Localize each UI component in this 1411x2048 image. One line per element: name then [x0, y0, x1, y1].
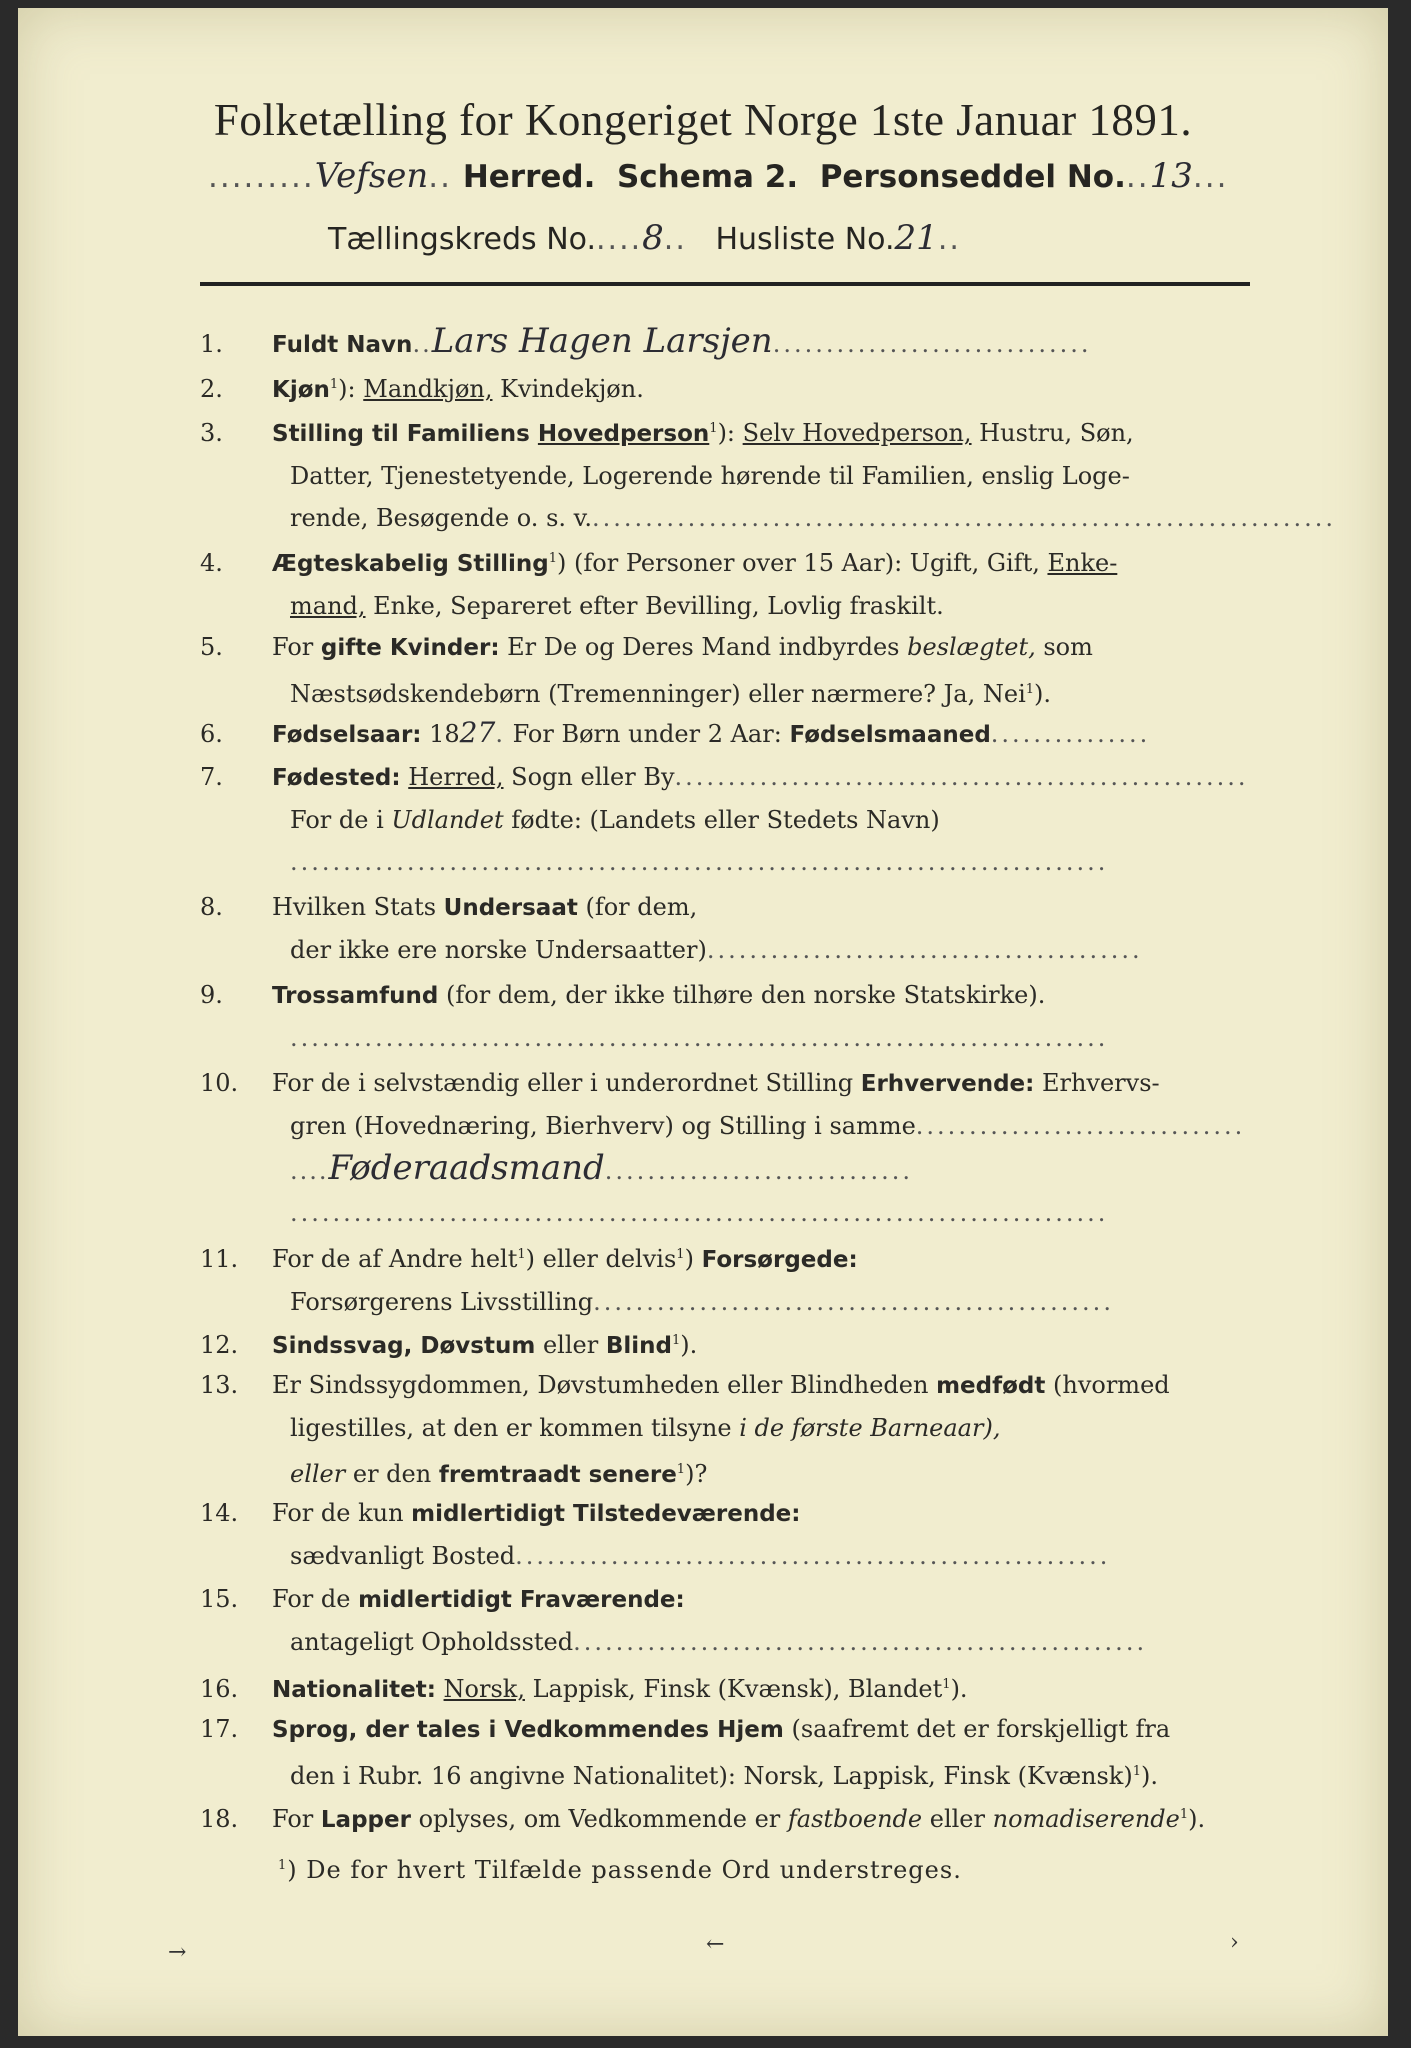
footnote-ref: 1: [548, 551, 558, 566]
item-number: 1.: [200, 330, 223, 358]
aegteskab-label: Ægteskabelig Stilling: [272, 551, 549, 577]
item-text: ).: [680, 1331, 698, 1359]
header-line-2: Tællingskreds No.....8.. Husliste No.21..: [328, 218, 961, 258]
fodselsaar-label: Fødselsaar:: [272, 722, 422, 748]
item-text: ).: [1188, 1805, 1206, 1833]
header-line-1: .........Vefsen.. Herred. Schema 2. Personseddel No...13...: [208, 156, 1229, 196]
item-text: er den: [345, 1460, 439, 1488]
item-text: ) eller delvis: [525, 1245, 677, 1273]
item-5: 5. For gifte Kvinder: Er De og Deres Mand indbyrdes beslægtet, som Næstsødskendebørn (Tremenninger) eller nærmere? Ja, Nei$^1$).: [200, 626, 1260, 715]
item-text: sædvanligt Bosted: [290, 1542, 516, 1570]
erhverv-value: Føderaadsmand: [328, 1148, 605, 1188]
item-text: nomadiserende: [992, 1805, 1180, 1833]
item-text: Forsørgerens Livsstilling: [290, 1288, 594, 1316]
item-number: 8.: [200, 893, 223, 921]
personseddel-value: 13: [1149, 156, 1193, 196]
item-text: Datter, Tjenestetyende, Logerende hørende til Familien, enslig Loge-: [290, 462, 1130, 490]
item-text: ligestilles, at den er kommen tilsyne: [290, 1414, 740, 1442]
item-text: ).: [1140, 1762, 1158, 1790]
stilling-selected: Selv Hovedperson,: [742, 419, 972, 447]
fodested-selected: Herred,: [408, 763, 504, 791]
item-16: [200, 1664, 1260, 1711]
fodselsaar-value: 27: [459, 716, 496, 749]
item-text: eller: [535, 1331, 606, 1359]
fravaerende-label: midlertidigt Fraværende:: [358, 1587, 685, 1613]
item-number: 18.: [200, 1805, 239, 1833]
item-text: ):: [717, 419, 743, 447]
item-text: For de i selvstændig eller i underordnet Stilling: [272, 1069, 861, 1097]
item-6: 6. Fødselsaar: 1827. For Børn under 2 Aar: Fødselsmaaned...............: [200, 712, 1260, 756]
margin-mark-left: →: [168, 1940, 187, 1965]
item-text: antageligt Opholdssted: [290, 1628, 574, 1656]
tellingskreds-label: Tællingskreds No.: [328, 222, 596, 257]
item-number: 2.: [200, 375, 223, 403]
hovedperson-label: Hovedperson: [537, 421, 710, 447]
footnote-ref: 1: [676, 1462, 686, 1477]
item-text: Hustru, Søn,: [971, 419, 1134, 447]
husliste-value: 21: [894, 218, 938, 258]
item-number: 3.: [200, 419, 223, 447]
item-text: i de første Barneaar),: [739, 1414, 1001, 1442]
item-number: 14.: [200, 1499, 239, 1527]
header-rule: [200, 282, 1250, 286]
item-text: Enke, Separeret efter Bevilling, Lovlig fraskilt.: [365, 592, 944, 620]
item-text: For: [272, 1805, 321, 1833]
footnote-marker: 1: [278, 1858, 288, 1873]
sprog-label: Sprog, der tales i Vedkommendes Hjem: [272, 1717, 784, 1743]
item-number: 17.: [200, 1715, 239, 1743]
footnote-ref: 1: [329, 377, 339, 392]
tilstedevaerende-label: midlertidigt Tilstedeværende:: [411, 1501, 801, 1527]
item-1: 1. Fuldt Navn..Lars Hagen Larsjen..............................: [200, 320, 1260, 366]
item-text: (for dem, der ikke tilhøre den norske Statskirke).: [438, 981, 1046, 1009]
footnote-text: ) De for hvert Tilfælde passende Ord understreges.: [287, 1856, 962, 1884]
nationalitet-label: Nationalitet:: [272, 1677, 436, 1703]
gifte-kvinder-label: gifte Kvinder:: [320, 635, 500, 661]
herred-value: Vefsen: [314, 156, 429, 196]
item-text: For: [272, 633, 321, 661]
item-text: ).: [950, 1675, 968, 1703]
item-text: Næstsødskendebørn (Tremenninger) eller nærmere? Ja, Nei: [290, 680, 1026, 708]
item-15: 15. For de midlertidigt Fraværende: antageligt Opholdssted......................................................: [200, 1578, 1260, 1663]
census-form-page: [18, 8, 1388, 2036]
medfodt-label: medfødt: [936, 1373, 1046, 1399]
item-text: Erhvervs-: [1034, 1069, 1160, 1097]
item-number: 6.: [200, 720, 223, 748]
footnote-ref: 1: [676, 1247, 685, 1262]
schema-label: Schema 2.: [616, 159, 799, 195]
item-9: 9. Trossamfund (for dem, der ikke tilhøre den norske Statskirke). .............................................................................: [200, 974, 1260, 1059]
item-number: 15.: [200, 1585, 239, 1613]
margin-mark-center: ←: [706, 1932, 725, 1957]
item-text: 18: [421, 720, 460, 748]
kjon-label: Kjøn: [272, 377, 330, 403]
stilling-label: Stilling til Familiens: [272, 421, 538, 447]
form-title: Folketælling for Kongeriget Norge 1ste Januar 1891.: [213, 95, 1193, 145]
husliste-label: Husliste No.: [715, 222, 895, 257]
item-10: 10. For de i selvstændig eller i underordnet Stilling Erhvervende: Erhvervs- gren (Hovednæring, Bierhverv) og Stilling i samme............................... ....Føderaadsmand............................. .............................................................................: [200, 1062, 1260, 1234]
item-number: 5.: [200, 633, 223, 661]
item-number: 7.: [200, 763, 223, 791]
footnote: [278, 1856, 962, 1884]
margin-mark-right: ›: [1230, 1930, 1239, 1955]
footnote-ref: 1: [1025, 682, 1035, 697]
personseddel-label: Personseddel No.: [819, 159, 1126, 195]
item-text: fødte: (Landets eller Stedets Navn): [503, 806, 940, 834]
forsorgede-label: Forsørgede:: [701, 1247, 858, 1273]
item-number: 11.: [200, 1245, 239, 1273]
item-text: Er De og Deres Mand indbyrdes: [499, 633, 908, 661]
item-text: rende, Besøgende o. s. v.: [290, 504, 592, 532]
item-text: For Børn under 2 Aar:: [504, 720, 790, 748]
item-3: 3. Stilling til Familiens Hovedperson$^1$): Selv Hovedperson, Hustru, Søn, Datter, Tjenestetyende, Logerende hørende til Familien, enslig Loge- rende, Besøgende o. s. v.......................................................................: [200, 408, 1260, 539]
herred-label: Herred.: [462, 159, 596, 195]
item-number: 10.: [200, 1069, 239, 1097]
footnote-ref: 1: [709, 421, 718, 436]
item-text: For de i: [290, 806, 392, 834]
undersaat-label: Undersaat: [443, 895, 578, 921]
item-18: [200, 1794, 1260, 1841]
item-4: [200, 538, 1260, 627]
fuldt-navn-value: Lars Hagen Larsjen: [431, 321, 773, 361]
item-text: (saafremt det er forskjelligt fra: [783, 1715, 1171, 1743]
item-text: ) (for Personer over 15 Aar): Ugift, Gift,: [557, 549, 1048, 577]
footnote-ref: 1: [671, 1333, 681, 1348]
trossamfund-label: Trossamfund: [272, 983, 439, 1009]
blind-label: Blind: [605, 1333, 672, 1359]
item-13: [200, 1364, 1260, 1496]
footnote-ref: 1: [1179, 1807, 1189, 1822]
fremtraadt-label: fremtraadt senere: [438, 1462, 677, 1488]
item-text: fastboende: [787, 1805, 923, 1833]
item-text: beslægtet,: [907, 633, 1036, 661]
sindssvag-label: Sindssvag, Døvstum: [272, 1333, 536, 1359]
item-number: 9.: [200, 981, 223, 1009]
tellingskreds-value: 8: [642, 218, 664, 258]
aegteskab-selected: Enke-: [1047, 549, 1118, 577]
item-text: Udlandet: [391, 806, 504, 834]
item-12: [200, 1320, 1260, 1367]
item-8: 8. Hvilken Stats Undersaat (for dem, der ikke ere norske Undersaatter).........................................: [200, 886, 1260, 971]
footnote-ref: 1: [942, 1677, 951, 1692]
aegteskab-selected-cont: mand,: [290, 592, 366, 620]
footnote-ref: 1: [517, 1247, 526, 1262]
item-text: som: [1035, 633, 1093, 661]
item-text: (hvormed: [1045, 1371, 1170, 1399]
item-14: 14. For de kun midlertidigt Tilstedeværende: sædvanligt Bosted........................................................: [200, 1492, 1260, 1577]
item-text: For de: [272, 1585, 359, 1613]
item-text: Er Sindssygdommen, Døvstumheden eller Blindheden: [272, 1371, 937, 1399]
item-text: For de af Andre helt: [272, 1245, 518, 1273]
footnote-ref: 1: [1132, 1764, 1141, 1779]
item-number: 13.: [200, 1371, 239, 1399]
item-number: 16.: [200, 1675, 239, 1703]
item-text: )?: [685, 1460, 708, 1488]
lapper-label: Lapper: [320, 1807, 411, 1833]
item-text: eller: [290, 1460, 346, 1488]
item-11: 11. For de af Andre helt$^1$) eller delvis$^1$) Forsørgede: Forsørgerens Livsstilling.................................................: [200, 1234, 1260, 1323]
item-2: [200, 364, 1260, 411]
kjon-selected: Mandkjøn,: [363, 375, 493, 403]
item-text: Kvindekjøn.: [492, 375, 644, 403]
item-number: 12.: [200, 1331, 239, 1359]
fodested-label: Fødested:: [272, 765, 401, 791]
item-number: 4.: [200, 549, 223, 577]
item-17: [200, 1708, 1260, 1797]
item-text: For de kun: [272, 1499, 412, 1527]
item-text: oplyses, om Vedkommende er: [410, 1805, 788, 1833]
item-text: der ikke ere norske Undersaatter): [290, 936, 707, 964]
item-text: gren (Hovednæring, Bierhverv) og Stilling i samme: [290, 1112, 916, 1140]
item-text: den i Rubr. 16 angivne Nationalitet): Norsk, Lappisk, Finsk (Kvænsk): [290, 1762, 1133, 1790]
item-text: Lappisk, Finsk (Kvænsk), Blandet: [524, 1675, 943, 1703]
erhvervende-label: Erhvervende:: [860, 1071, 1035, 1097]
item-text: Sogn eller By: [503, 763, 675, 791]
item-text: (for dem,: [577, 893, 698, 921]
nationalitet-selected: Norsk,: [443, 1675, 525, 1703]
item-7: 7. Fødested: Herred, Sogn eller By...................................................... For de i Udlandet fødte: (Landets eller Stedets Navn) .............................................................................: [200, 756, 1260, 883]
fodselsmaaned-label: Fødselsmaaned: [789, 722, 991, 748]
item-text: ):: [338, 375, 364, 403]
item-text: Hvilken Stats: [272, 893, 444, 921]
item-text: eller: [922, 1805, 993, 1833]
fuldt-navn-label: Fuldt Navn: [272, 332, 413, 358]
